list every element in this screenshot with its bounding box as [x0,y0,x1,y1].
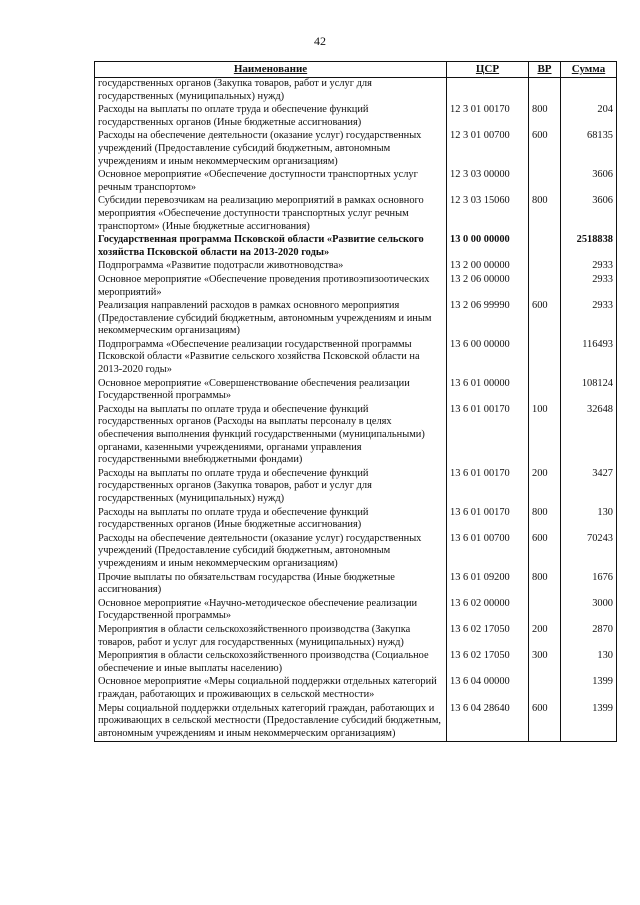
cell-vr: 200 [529,468,561,507]
cell-vr: 600 [529,703,561,742]
table-row [95,260,617,274]
cell-csr: 12 3 03 15060 [447,195,529,234]
cell-csr: 13 6 01 00000 [447,378,529,404]
table-row [95,624,617,650]
page-number: 42 [314,34,326,48]
cell-csr: 13 6 01 09200 [447,572,529,598]
cell-vr [529,676,561,702]
cell-name: Мероприятия в области сельскохозяйственного производства (Закупка товаров, работ и услуг для государственных (муниципальных) нужд) [95,624,447,650]
table-row [95,339,617,378]
cell-csr: 13 0 00 00000 [447,234,529,260]
cell-name: Субсидии перевозчикам на реализацию мероприятий в рамках основного мероприятия «Обеспечение доступности транспортных услуг речным транспортом» (Иные бюджетные ассигнования) [95,195,447,234]
cell-name: Основное мероприятие «Совершенствование обеспечения реализации Государственной программы» [95,378,447,404]
cell-csr: 13 2 06 00000 [447,274,529,300]
cell-csr: 12 3 01 00700 [447,130,529,169]
table-row [95,572,617,598]
cell-sum: 1399 [561,703,617,742]
cell-name: Государственная программа Псковской области «Развитие сельского хозяйства Псковской области на 2013-2020 годы» [95,234,447,260]
table-row [95,195,617,234]
table-row [95,703,617,742]
cell-name: Основное мероприятие «Обеспечение доступности транспортных услуг речным транспортом» [95,169,447,195]
cell-vr: 800 [529,195,561,234]
cell-csr: 13 2 06 99990 [447,300,529,339]
table-row [95,234,617,260]
cell-vr: 600 [529,300,561,339]
cell-sum: 130 [561,650,617,676]
cell-sum: 1676 [561,572,617,598]
table-row [95,378,617,404]
cell-vr: 600 [529,130,561,169]
cell-csr: 13 6 02 17050 [447,650,529,676]
cell-name: Расходы на обеспечение деятельности (оказание услуг) государственных учреждений (Предоставление субсидий бюджетным, автономным учреждениям и иным некоммерческим организациям) [95,130,447,169]
cell-sum: 3427 [561,468,617,507]
cell-vr: 300 [529,650,561,676]
cell-vr [529,260,561,274]
header-csr: ЦСР [447,62,529,78]
cell-vr [529,378,561,404]
cell-sum: 70243 [561,533,617,572]
cell-name: Меры социальной поддержки отдельных категорий граждан, работающих и проживающих в сельской местности (Предоставление субсидий бюджетным, автономным учреждениям и иным некоммерческим организациям) [95,703,447,742]
cell-vr [529,339,561,378]
table-row [95,300,617,339]
cell-name: Расходы на выплаты по оплате труда и обеспечение функций государственных органов (Иные бюджетные ассигнования) [95,507,447,533]
cell-csr: 12 3 01 00170 [447,104,529,130]
cell-vr [529,274,561,300]
table-row [95,468,617,507]
table-row [95,404,617,468]
cell-sum: 2518838 [561,234,617,260]
cell-name: Расходы на обеспечение деятельности (оказание услуг) государственных учреждений (Предоставление субсидий бюджетным, автономным учреждениям и иным некоммерческим организациям) [95,533,447,572]
cell-name: Расходы на выплаты по оплате труда и обеспечение функций государственных органов (Закупка товаров, работ и услуг для государственных (муниципальных) нужд) [95,468,447,507]
cell-name: Расходы на выплаты по оплате труда и обеспечение функций государственных органов (Расходы на выплаты персоналу в целях обеспечения выполнения функций государственными (муниципальными) органами, казенными учреждениями, органами управления государственными внебюджетными фондами) [95,404,447,468]
cell-sum: 130 [561,507,617,533]
cell-vr: 800 [529,507,561,533]
cell-name: Основное мероприятие «Научно-методическое обеспечение реализации Государственной программы» [95,598,447,624]
table-row [95,598,617,624]
table-row [95,676,617,702]
cell-csr [447,78,529,105]
cell-sum: 2933 [561,274,617,300]
cell-csr: 13 6 01 00170 [447,507,529,533]
header-vr: ВР [529,62,561,78]
cell-csr: 13 6 01 00170 [447,468,529,507]
cell-name: Реализация направлений расходов в рамках основного мероприятия (Предоставление субсидий бюджетным, автономным учреждениям и иным некоммерческим организациям) [95,300,447,339]
table-row [95,78,617,105]
cell-vr: 800 [529,104,561,130]
cell-sum: 2933 [561,260,617,274]
cell-vr [529,169,561,195]
cell-sum: 2870 [561,624,617,650]
cell-sum: 204 [561,104,617,130]
cell-csr: 13 6 02 00000 [447,598,529,624]
table-row [95,104,617,130]
cell-vr [529,234,561,260]
cell-sum: 3000 [561,598,617,624]
cell-sum: 116493 [561,339,617,378]
table-row [95,130,617,169]
cell-vr [529,78,561,105]
budget-table [94,61,617,742]
cell-csr: 13 6 00 00000 [447,339,529,378]
cell-name: Подпрограмма «Развитие подотрасли животноводства» [95,260,447,274]
cell-vr: 800 [529,572,561,598]
cell-csr: 13 6 01 00700 [447,533,529,572]
table-row [95,274,617,300]
table-row [95,507,617,533]
cell-csr: 13 6 04 28640 [447,703,529,742]
cell-sum: 108124 [561,378,617,404]
table-header-row [95,62,617,78]
cell-sum [561,78,617,105]
cell-sum: 2933 [561,300,617,339]
cell-name: Основное мероприятие «Обеспечение проведения противоэпизоотических мероприятий» [95,274,447,300]
cell-sum: 3606 [561,169,617,195]
cell-name: Подпрограмма «Обеспечение реализации государственной программы Псковской области «Развитие сельского хозяйства Псковской области на 2013-2020 годы» [95,339,447,378]
cell-csr: 13 2 00 00000 [447,260,529,274]
cell-name: государственных органов (Закупка товаров, работ и услуг для государственных (муниципальных) нужд) [95,78,447,105]
cell-sum: 1399 [561,676,617,702]
cell-vr [529,598,561,624]
cell-csr: 13 6 04 00000 [447,676,529,702]
table-row [95,169,617,195]
header-name: Наименование [95,62,447,78]
cell-csr: 13 6 01 00170 [447,404,529,468]
cell-name: Мероприятия в области сельскохозяйственного производства (Социальное обеспечение и иные выплаты населению) [95,650,447,676]
cell-sum: 32648 [561,404,617,468]
header-sum: Сумма [561,62,617,78]
table-row [95,650,617,676]
cell-vr: 100 [529,404,561,468]
cell-vr: 600 [529,533,561,572]
table-row [95,533,617,572]
cell-name: Основное мероприятие «Меры социальной поддержки отдельных категорий граждан, работающих и проживающих в сельской местности» [95,676,447,702]
cell-vr: 200 [529,624,561,650]
cell-name: Расходы на выплаты по оплате труда и обеспечение функций государственных органов (Иные бюджетные ассигнования) [95,104,447,130]
cell-sum: 68135 [561,130,617,169]
cell-sum: 3606 [561,195,617,234]
cell-csr: 13 6 02 17050 [447,624,529,650]
cell-name: Прочие выплаты по обязательствам государства (Иные бюджетные ассигнования) [95,572,447,598]
cell-csr: 12 3 03 00000 [447,169,529,195]
